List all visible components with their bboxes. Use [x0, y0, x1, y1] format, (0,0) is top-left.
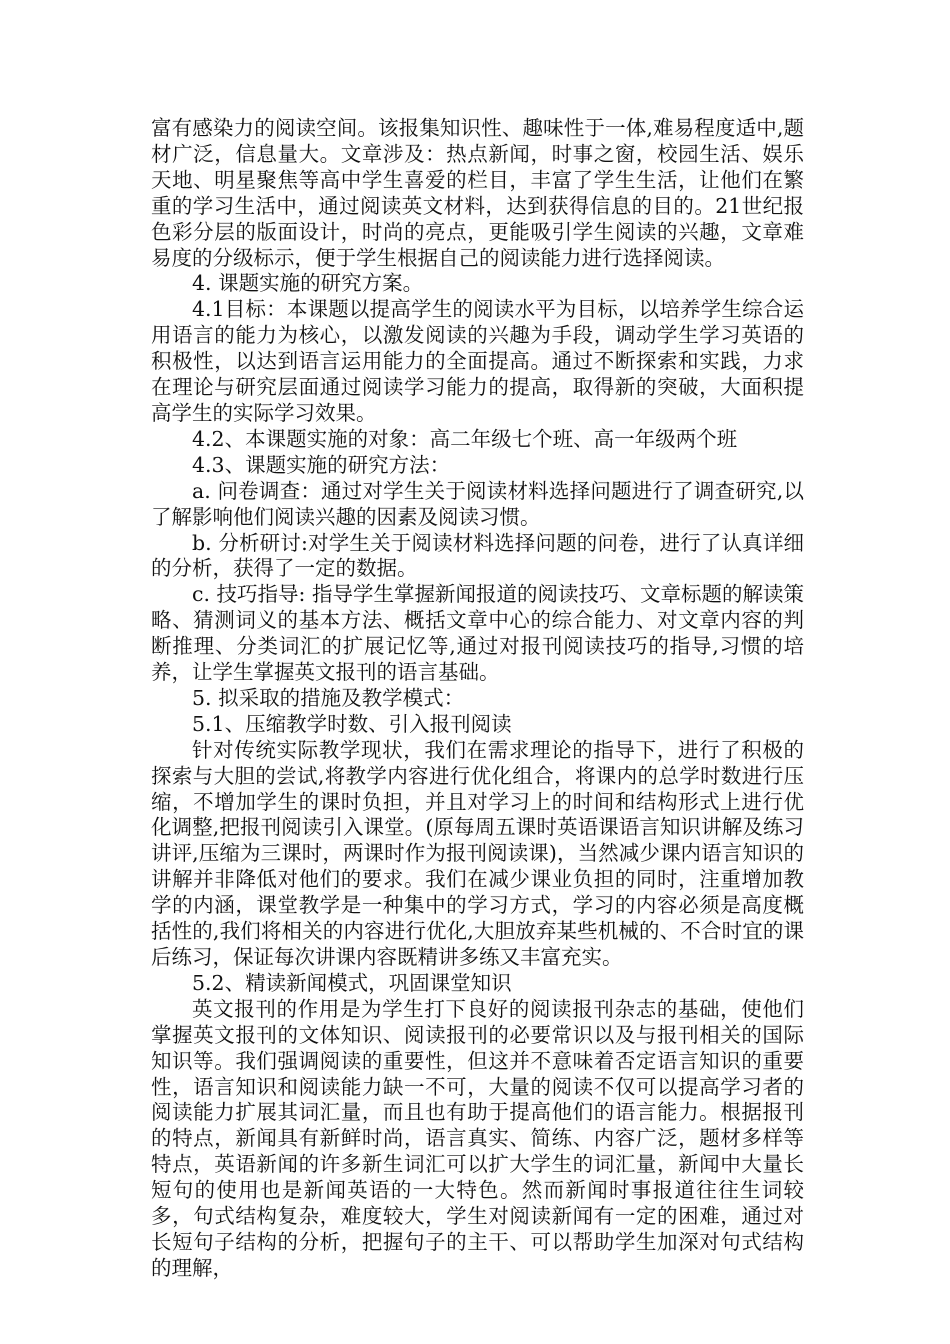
- paragraph-method-c: c. 技巧指导: 指导学生掌握新闻报道的阅读技巧、文章标题的解读策略、猜测词义的基本方法、概括文章中心的综合能力、对文章内容的判断推理、分类词汇的扩展记忆等,通过对报刊阅读技巧的指导,习惯的培养，让学生掌握英文报刊的语言基础。: [151, 582, 804, 685]
- paragraph-method-b: b. 分析研讨:对学生关于阅读材料选择问题的问卷，进行了认真详细的分析，获得了一定的数据。: [151, 530, 804, 581]
- heading-section-5: 5. 拟采取的措施及教学模式：: [192, 685, 465, 710]
- paragraph-intro-continuation: 富有感染力的阅读空间。该报集知识性、趣味性于一体,难易程度适中,题材广泛，信息量大。文章涉及：热点新闻，时事之窗，校园生活、娱乐天地、明星聚焦等高中学生喜爱的栏目，丰富了学生生活，让他们在繁重的学习生活中，通过阅读英文材料，达到获得信息的目的。21世纪报色彩分层的版面设计，时尚的亮点，更能吸引学生阅读的兴趣，文章难易度的分级标示，便于学生根据自己的阅读能力进行选择阅读。: [151, 116, 804, 270]
- paragraph-5-1-body: 针对传统实际教学现状，我们在需求理论的指导下，进行了积极的探索与大胆的尝试,将教学内容进行优化组合，将课内的总学时数进行压缩，不增加学生的课时负担，并且对学习上的时间和结构形式上进行优化调整,把报刊阅读引入课堂。(原每周五课时英语课语言知识讲解及练习讲评,压缩为三课时，两课时作为报刊阅读课)，当然减少课内语言知识的讲解并非降低对他们的要求。我们在减少课业负担的同时，注重增加教学的内涵，课堂教学是一种集中的学习方式，学习的内容必须是高度概括性的,我们将相关的内容进行优化,大胆放弃某些机械的、不合时宜的课后练习，保证每次讲课内容既精讲多练又丰富充实。: [151, 737, 804, 969]
- heading-4-3-methods: 4.3、课题实施的研究方法：: [192, 452, 451, 477]
- heading-5-2: 5.2、精读新闻模式，巩固课堂知识: [192, 970, 512, 995]
- paragraph-4-2-subjects: 4.2、本课题实施的对象：高二年级七个班、高一年级两个班: [192, 426, 738, 451]
- heading-section-4: 4. 课题实施的研究方案。: [192, 271, 424, 296]
- paragraph-5-2-body: 英文报刊的作用是为学生打下良好的阅读报刊杂志的基础，使他们掌握英文报刊的文体知识、阅读报刊的必要常识以及与报刊相关的国际知识等。我们强调阅读的重要性，但这并不意味着否定语言知识的重要性，语言知识和阅读能力缺一不可，大量的阅读不仅可以提高学习者的阅读能力扩展其词汇量，而且也有助于提高他们的语言能力。根据报刊的特点，新闻具有新鲜时尚，语言真实、简练、内容广泛，题材多样等特点，英语新闻的许多新生词汇可以扩大学生的词汇量，新闻中大量长短句的使用也是新闻英语的一大特色。然而新闻时事报道往往生词较多，句式结构复杂，难度较大，学生对阅读新闻有一定的困难，通过对长短句子结构的分析，把握句子的主干、可以帮助学生加深对句式结构的理解，: [151, 996, 804, 1280]
- heading-5-1: 5.1、压缩教学时数、引入报刊阅读: [192, 711, 512, 736]
- document-body: [151, 116, 804, 1282]
- paragraph-4-1-goal: 4.1目标：本课题以提高学生的阅读水平为目标，以培养学生综合运用语言的能力为核心，以激发阅读的兴趣为手段，调动学生学习英语的积极性，以达到语言运用能力的全面提高。通过不断探索和实践，力求在理论与研究层面通过阅读学习能力的提高，取得新的突破，大面积提高学生的实际学习效果。: [151, 297, 804, 425]
- paragraph-method-a: a. 问卷调查：通过对学生关于阅读材料选择问题进行了调查研究,以了解影响他们阅读兴趣的因素及阅读习惯。: [151, 478, 804, 529]
